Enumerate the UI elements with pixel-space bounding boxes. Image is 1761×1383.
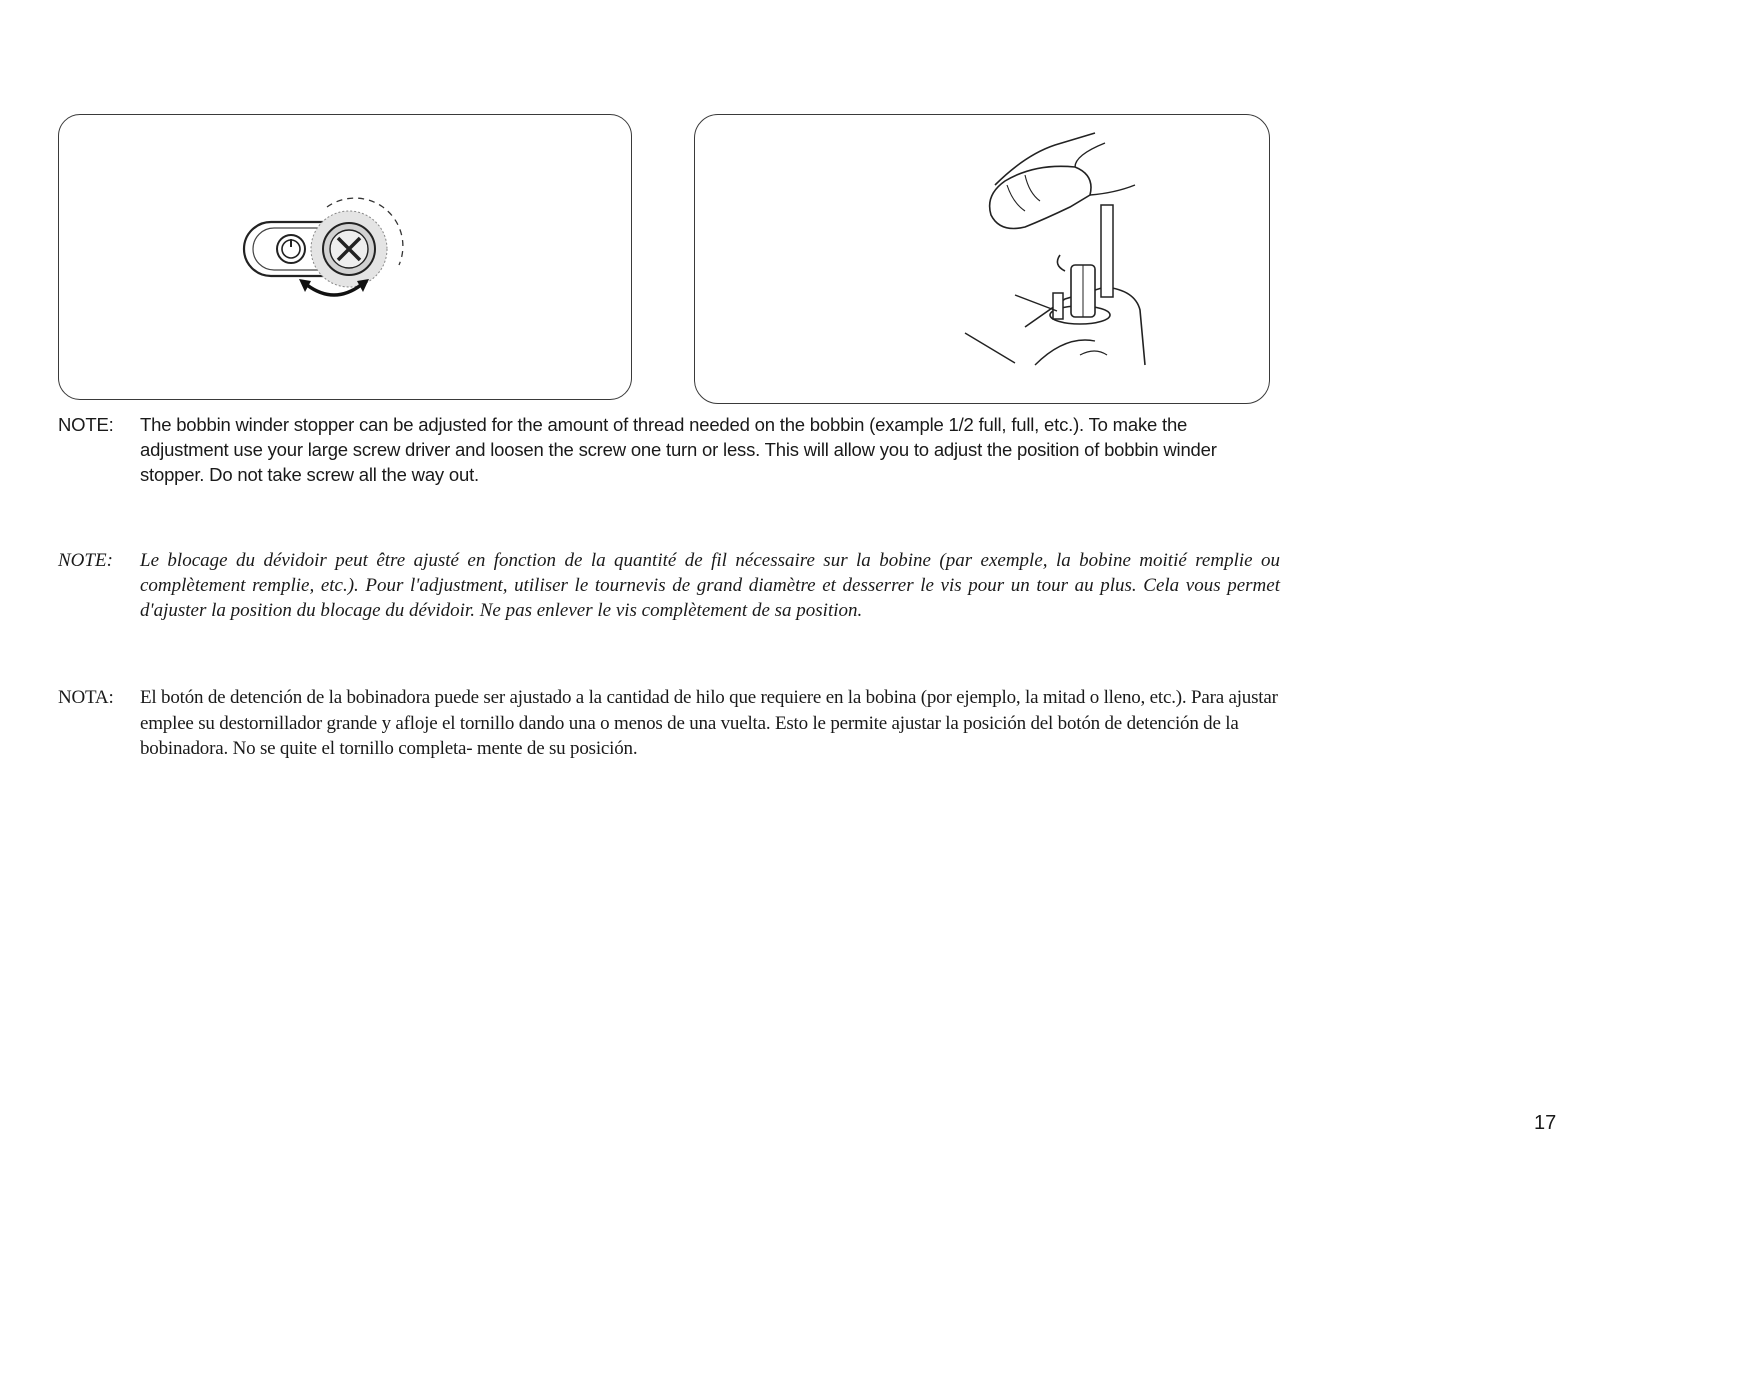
note-label-fr: NOTE: [58,550,113,571]
winder-spindle-shape [1053,293,1063,319]
note-label-en: NOTE: [58,414,114,435]
screwdriver-icon [1101,205,1113,297]
rotation-arrow-icon [1057,255,1065,271]
illustration-bobbin-panel [694,114,1270,404]
note-text-es: El botón de detención de la bobinadora puede ser ajustado a la cantidad de hilo que requiere en la bobina (por ejemplo, la mitad o lleno, etc.). Para ajustar emplee su destornillador grande y afloje el tornillo dando una o menos de una vuelta. Esto le permite ajustar la posición del botón de detención de la bobinadora. No se quite el tornillo completa- mente de su posición. [140,687,1278,759]
note-label-es: NOTA: [58,687,114,708]
note-french [58,548,1280,623]
illustration-stopper-panel [58,114,632,400]
note-text-fr: Le blocage du dévidoir peut être ajusté en fonction de la quantité de fil nécessaire sur la bobine (par exemple, la bobine moitié remplie ou complètement remplie, etc.). Pour l'adjustment, utiliser le tournevis de grand diamètre et desserrer le vis pour un tour au plus. Cela vous permet d'ajuster la position du blocage du dévidoir. Ne pas enlever le vis complètement de sa position. [140,550,1280,621]
page-number: 17 [1534,1112,1557,1134]
hand-icon [990,133,1095,229]
note-spanish [58,685,1280,762]
note-text-en: The bobbin winder stopper can be adjusted for the amount of thread needed on the bobbin (example 1/2 full, full, etc.). To make the adjustment use your large screw driver and loosen the screw one turn or less. This will allow you to adjust the position of bobbin winder stopper. Do not take screw all the way out. [140,414,1217,485]
bobbin-adjust-hand-illustration [695,115,1271,405]
note-english [58,412,1280,487]
bobbin-winder-stopper-illustration [59,115,633,401]
